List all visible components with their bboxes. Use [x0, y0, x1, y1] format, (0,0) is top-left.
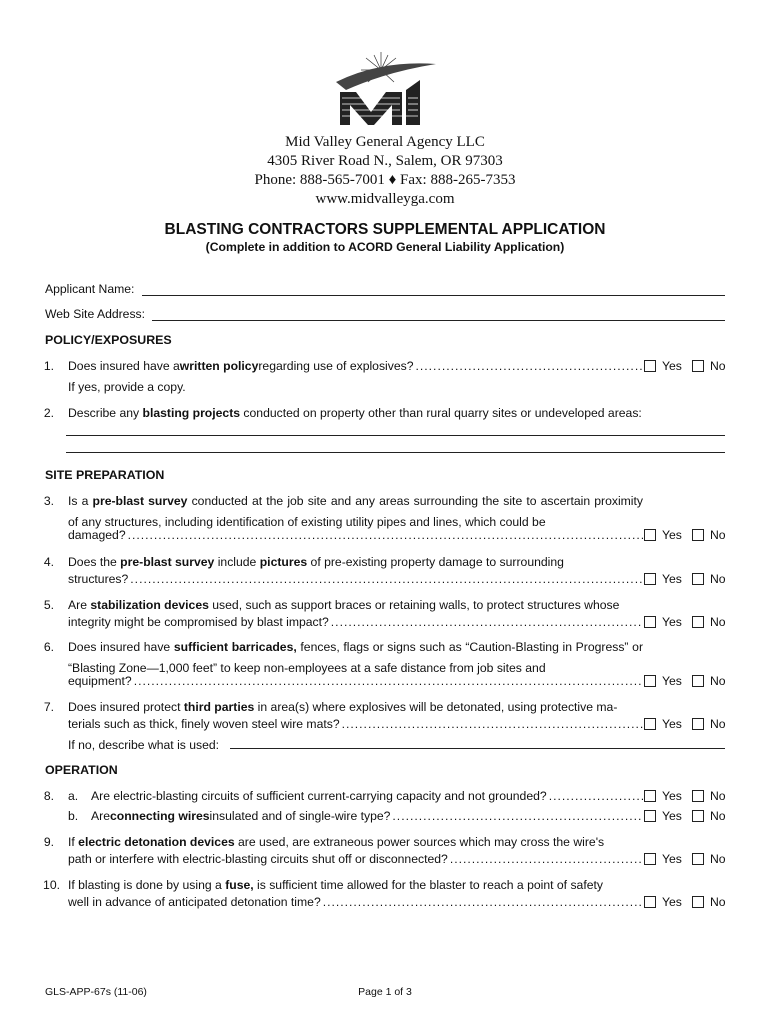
agency-address: 4305 River Road N., Salem, OR 97303: [267, 153, 503, 169]
agency-phone-fax: Phone: 888-565-7001 ♦ Fax: 888-265-7353: [254, 172, 516, 188]
question-note: If no, describe what is used:: [68, 738, 220, 752]
question-number: 10.: [43, 878, 60, 892]
question-text: fences, flags or signs such as “Caution-Blasting in Progress” or “Blasting Zone—1,000 feet” to keep non-employees at a safe distance from job sites and: [68, 640, 643, 675]
question-number: 1.: [43, 359, 54, 373]
question-text: structures?: [68, 572, 129, 586]
question-bold: sufficient barricades,: [173, 640, 297, 654]
question-number: 8.: [43, 789, 54, 803]
question-text: Describe any: [68, 406, 143, 420]
yes-no-q7: [644, 716, 734, 732]
question-bold: pre-blast survey: [120, 555, 215, 569]
no-checkbox[interactable]: [692, 573, 704, 585]
agency-header: [0, 133, 770, 209]
leader-dots: [416, 356, 643, 377]
leader-dots: [128, 525, 643, 546]
question-text: integrity might be compromised by blast impact?: [68, 615, 329, 629]
yes-no-q9: [644, 851, 734, 867]
question-bold: pictures: [259, 555, 308, 569]
question-bold: electric detonation devices: [78, 835, 235, 849]
no-label: No: [710, 614, 726, 629]
question-bold: written policy: [179, 359, 259, 373]
yes-label: Yes: [662, 716, 682, 731]
applicant-name-field[interactable]: [142, 295, 725, 296]
question-number: 5.: [43, 598, 54, 612]
yes-label: Yes: [662, 851, 682, 866]
agency-name: Mid Valley General Agency LLC: [285, 134, 485, 150]
no-label: No: [710, 358, 726, 373]
yes-checkbox[interactable]: [644, 718, 656, 730]
question-text: Does insured protect: [68, 700, 184, 714]
yes-label: Yes: [662, 358, 682, 373]
yes-no-q1: [644, 358, 734, 374]
no-label: No: [710, 673, 726, 688]
no-checkbox[interactable]: [692, 675, 704, 687]
website-label: Web Site Address:: [45, 307, 146, 321]
section-policy-exposures: POLICY/EXPOSURES: [45, 333, 172, 347]
leader-dots: [331, 612, 643, 633]
question-bold: third parties: [183, 700, 255, 714]
yes-no-q5: [644, 614, 734, 630]
yes-checkbox[interactable]: [644, 360, 656, 372]
yes-label: Yes: [662, 527, 682, 542]
question-number: 3.: [43, 494, 54, 508]
yes-checkbox[interactable]: [644, 573, 656, 585]
question-text: of pre-existing property damage to surrounding: [307, 555, 564, 569]
no-label: No: [710, 808, 726, 823]
no-checkbox[interactable]: [692, 810, 704, 822]
question-text: conducted at the job site and any areas surrounding the site to ascertain proximity of any structures, including identification of existing utility pipes and lines, which could be: [68, 494, 643, 529]
footer-form-id: GLS-APP-67s (11-06): [45, 986, 147, 998]
yes-label: Yes: [662, 571, 682, 586]
section-site-preparation: SITE PREPARATION: [45, 468, 165, 482]
leader-dots: [134, 671, 643, 692]
yes-no-q8b: [644, 808, 734, 824]
no-checkbox[interactable]: [692, 529, 704, 541]
no-checkbox[interactable]: [692, 896, 704, 908]
question-text: Are: [91, 809, 110, 823]
question-number: 2.: [43, 406, 54, 420]
question-bold: blasting projects: [142, 406, 241, 420]
yes-checkbox[interactable]: [644, 675, 656, 687]
yes-label: Yes: [662, 788, 682, 803]
footer-page-number: Page 1 of 3: [358, 986, 412, 998]
leader-dots: [342, 714, 643, 735]
question-text: Is a: [68, 494, 93, 508]
question-text: well in advance of anticipated detonation time?: [68, 895, 321, 909]
question-text: terials such as thick, finely woven steel wire mats?: [68, 717, 340, 731]
question-text: is sufficient time allowed for the blaster to reach a point of safety: [253, 878, 603, 892]
yes-label: Yes: [662, 894, 682, 909]
question-number: 7.: [43, 700, 54, 714]
no-checkbox[interactable]: [692, 853, 704, 865]
question-text: Does insured have: [68, 640, 174, 654]
question-text: equipment?: [68, 674, 132, 688]
question-bold: pre-blast survey: [92, 494, 188, 508]
form-title: BLASTING CONTRACTORS SUPPLEMENTAL APPLICATION: [164, 221, 606, 238]
question-number: 9.: [43, 835, 54, 849]
yes-no-q4: [644, 571, 734, 587]
question-text: damaged?: [68, 528, 126, 542]
yes-checkbox[interactable]: [644, 616, 656, 628]
question-bold: stabilization devices: [90, 598, 209, 612]
question-text: If: [68, 835, 79, 849]
blasting-projects-field-2[interactable]: [66, 452, 725, 453]
question-text: used, such as support braces or retaining walls, to protect structures whose: [208, 598, 620, 612]
question-text: regarding use of explosives?: [258, 359, 414, 373]
question-bold: connecting wires: [109, 809, 210, 823]
question-text: Are: [68, 598, 91, 612]
protection-description-field[interactable]: [230, 748, 725, 749]
question-text: include: [214, 555, 260, 569]
yes-checkbox[interactable]: [644, 529, 656, 541]
yes-checkbox[interactable]: [644, 810, 656, 822]
yes-no-q6: [644, 673, 734, 689]
question-text: Does the: [68, 555, 121, 569]
question-bold: fuse,: [225, 878, 254, 892]
leader-dots: [130, 569, 643, 590]
section-operation: OPERATION: [45, 763, 118, 777]
subquestion-label: a.: [68, 789, 79, 803]
website-field[interactable]: [152, 320, 725, 321]
form-subtitle: (Complete in addition to ACORD General Liability Application): [205, 240, 565, 254]
no-label: No: [710, 716, 726, 731]
no-label: No: [710, 851, 726, 866]
yes-no-q10: [644, 894, 734, 910]
no-label: No: [710, 894, 726, 909]
question-note: If yes, provide a copy.: [68, 380, 186, 394]
question-text: in area(s) where explosives will be detonated, using protective ma-: [254, 700, 618, 714]
yes-no-q3: [644, 527, 734, 543]
yes-checkbox[interactable]: [644, 853, 656, 865]
leader-dots: [549, 786, 643, 807]
question-text: path or interfere with electric-blasting circuits shut off or disconnected?: [68, 852, 448, 866]
question-text: are used, are extraneous power sources which may cross the wire's: [234, 835, 605, 849]
question-text: insulated and of single-wire type?: [209, 809, 391, 823]
no-checkbox[interactable]: [692, 718, 704, 730]
agency-logo: [326, 50, 446, 130]
no-checkbox[interactable]: [692, 616, 704, 628]
no-checkbox[interactable]: [692, 360, 704, 372]
leader-dots: [450, 849, 643, 870]
leader-dots: [323, 892, 643, 913]
yes-checkbox[interactable]: [644, 896, 656, 908]
yes-label: Yes: [662, 673, 682, 688]
yes-checkbox[interactable]: [644, 790, 656, 802]
no-checkbox[interactable]: [692, 790, 704, 802]
question-text: If blasting is done by using a: [68, 878, 226, 892]
leader-dots: [392, 806, 643, 827]
question-text: conducted on property other than rural quarry sites or undeveloped areas:: [240, 406, 642, 420]
yes-label: Yes: [662, 808, 682, 823]
yes-label: Yes: [662, 614, 682, 629]
question-text: Does insured have a: [68, 359, 180, 373]
no-label: No: [710, 571, 726, 586]
question-number: 4.: [43, 555, 54, 569]
applicant-name-label: Applicant Name:: [45, 282, 135, 296]
subquestion-label: b.: [68, 809, 79, 823]
blasting-projects-field-1[interactable]: [66, 435, 725, 436]
no-label: No: [710, 527, 726, 542]
agency-website: www.midvalleyga.com: [315, 191, 455, 207]
yes-no-q8a: [644, 788, 734, 804]
question-number: 6.: [43, 640, 54, 654]
question-text: Are electric-blasting circuits of sufficient current-carrying capacity and not grounded?: [91, 789, 547, 803]
no-label: No: [710, 788, 726, 803]
